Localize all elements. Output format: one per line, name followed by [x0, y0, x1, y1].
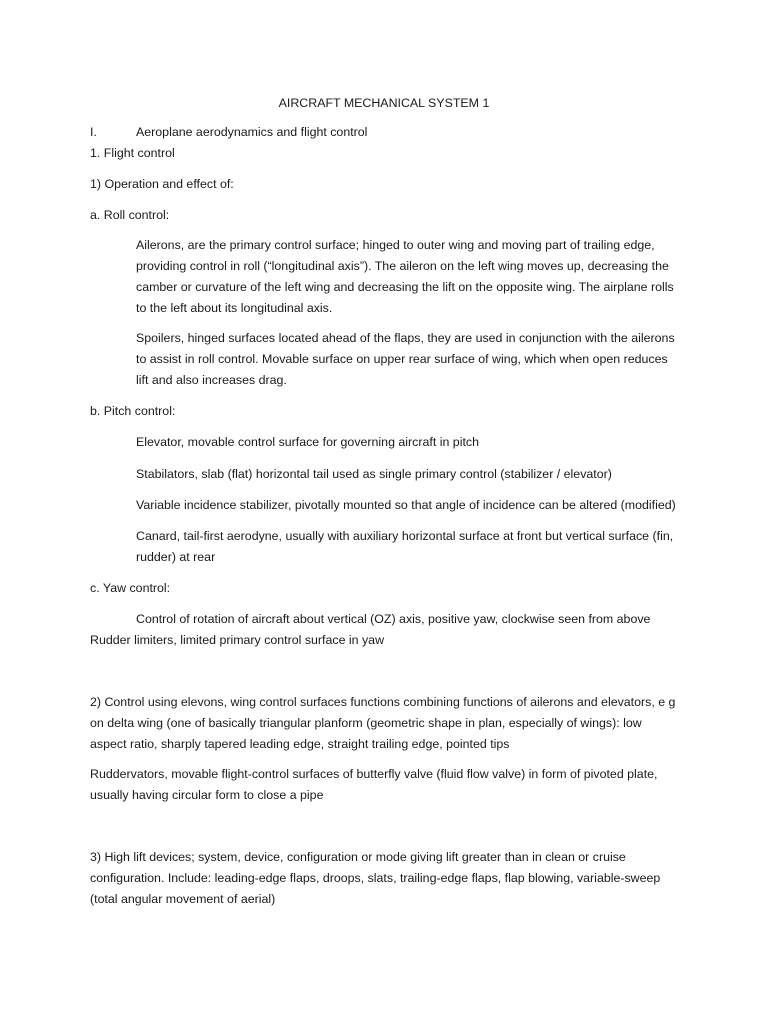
stabilators-paragraph: Stabilators, slab (flat) horizontal tail used as single primary control (stabilizer / elevator): [136, 467, 612, 481]
ailerons-paragraph: Ailerons, are the primary control surface; hinged to outer wing and moving part of trailing edge, providing control in roll (“longitudinal axis”). The aileron on the left wing moves up, decreasing the camber or curvature of the left wing and decreasing the lift on the opposite wing. The airplane rolls to the left about its longitudinal axis.: [136, 238, 674, 315]
canard-paragraph: Canard, tail-first aerodyne, usually with auxiliary horizontal surface at front but vertical surface (fin, rudder) at rear: [136, 529, 674, 564]
section-heading: Aeroplane aerodynamics and flight control: [136, 125, 368, 139]
item-1-heading: 1) Operation and effect of:: [90, 177, 234, 191]
elevons-paragraph: 2) Control using elevons, wing control surfaces functions combining functions of ailerons and elevators, e g on delta wing (one of basically triangular planform (geometric shape in plan, especially of wings): low aspect ratio, sharply tapered leading edge, straight trailing edge, pointed tips: [90, 695, 676, 751]
high-lift-devices-paragraph: 3) High lift devices; system, device, configuration or mode giving lift greater than in clean or cruise configuration. Include: leading-edge flaps, droops, slats, trailing-edge flaps, flap blowing, variable-sweep (total angular movement of aerial): [90, 850, 661, 906]
yaw-control-heading: c. Yaw control:: [90, 581, 171, 595]
spoilers-paragraph: Spoilers, hinged surfaces located ahead of the flaps, they are used in conjunction with the ailerons to assist in roll control. Movable surface on upper rear surface of wing, which when open reduces lift and also increases drag.: [136, 331, 675, 387]
elevator-paragraph: Elevator, movable control surface for governing aircraft in pitch: [136, 435, 479, 449]
pitch-control-heading: b. Pitch control:: [90, 404, 176, 418]
variable-incidence-paragraph: Variable incidence stabilizer, pivotally mounted so that angle of incidence can be altered (modified): [136, 498, 676, 512]
rudder-limiters-paragraph: Rudder limiters, limited primary control surface in yaw: [90, 633, 385, 647]
ruddervators-paragraph: Ruddervators, movable flight-control surfaces of butterfly valve (fluid flow valve) in form of pivoted plate, usually having circular form to close a pipe: [90, 767, 658, 802]
document-title: AIRCRAFT MECHANICAL SYSTEM 1: [278, 96, 490, 110]
subsection-heading: 1. Flight control: [90, 146, 175, 160]
yaw-rotation-paragraph: Control of rotation of aircraft about vertical (OZ) axis, positive yaw, clockwise seen from above: [136, 612, 651, 626]
roll-control-heading: a. Roll control:: [90, 208, 170, 222]
section-heading-row: [90, 122, 367, 143]
section-numeral: I.: [90, 125, 97, 139]
